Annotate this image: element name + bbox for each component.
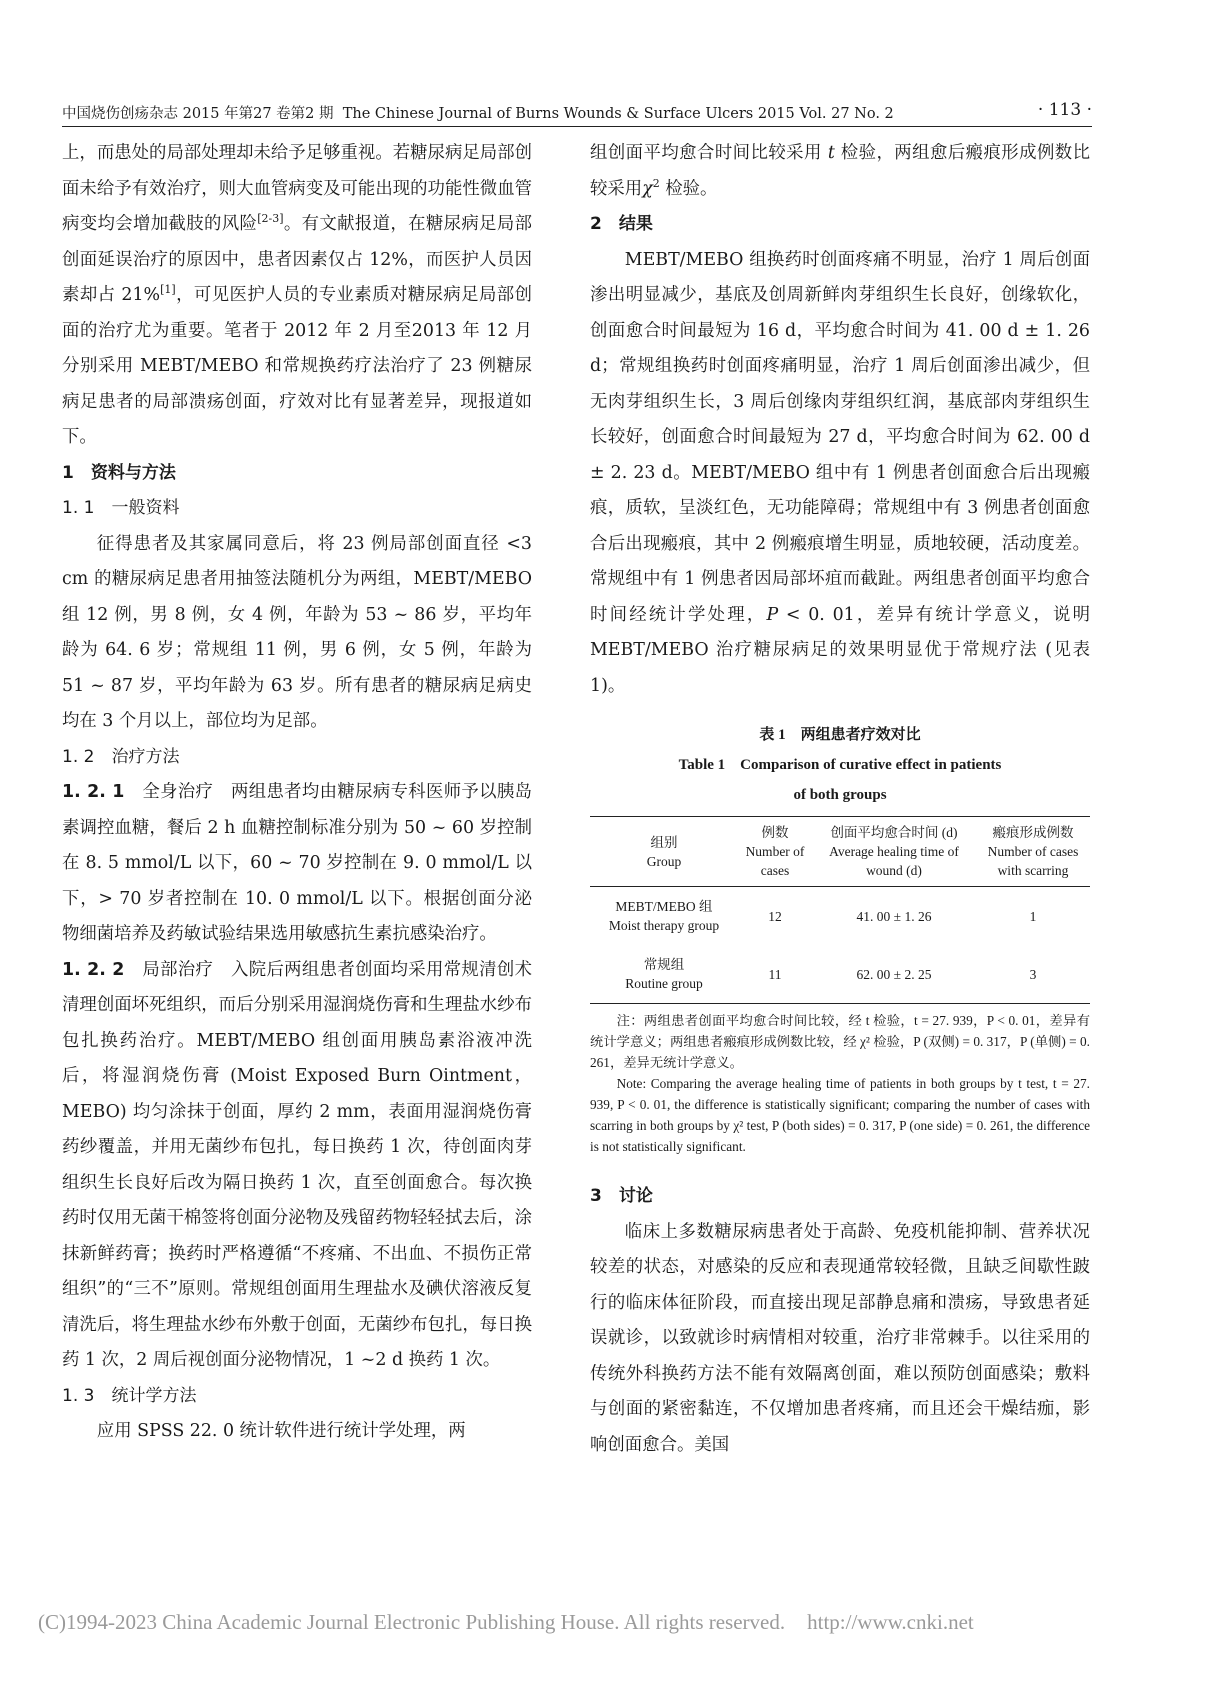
header-healing-en: Average healing time of wound (d) <box>829 844 959 878</box>
cell-group <box>590 887 738 946</box>
header-scarring <box>976 817 1090 887</box>
cell-cases: 12 <box>768 908 782 924</box>
cell-healing-time: 41. 00 ± 1. 26 <box>856 908 932 924</box>
group-cn: 常规组 <box>643 957 685 972</box>
table-caption-en-2: of both groups <box>793 787 887 803</box>
section-1-1-heading: 1. 1 一般资料 <box>62 498 180 518</box>
left-column <box>62 136 532 1450</box>
paragraph-statistics-cont <box>590 136 1090 207</box>
stat-text-2: 检验，两组愈后瘢痕形成例数比较采用 <box>590 143 1091 199</box>
section-1-2-1-number: 1. 2. 1 <box>62 782 125 802</box>
stat-text-1: 组创面平均愈合时间比较采用 <box>590 143 828 163</box>
header-scarring-en: Number of cases with scarring <box>987 844 1079 878</box>
t-symbol: t <box>827 143 835 163</box>
reference-2-3: [2-3] <box>257 212 284 226</box>
section-1-2-2-number: 1. 2. 2 <box>62 959 125 980</box>
section-1-heading: 1 资料与方法 <box>62 462 176 483</box>
table-caption-en-1: Table 1 Comparison of curative effect in patients <box>678 757 1002 773</box>
paragraph-intro <box>62 136 532 456</box>
section-2-heading: 2 结果 <box>590 214 653 234</box>
p-symbol: P <box>766 604 779 625</box>
header-cases-en: Number of cases <box>745 844 805 878</box>
systemic-treatment-text: 两组患者均由糖尿病专科医师予以胰岛素调控血糖，餐后 2 h 血糖控制标准分别为 50 ~ 60 岁控制在 8. 5 mmol/L 以下，60 ~ 70 岁控制在 9. 0 mmol/L 以下，> 70 岁者控制在 10. 0 mmol/L 以下。根据创面分泌物细菌培养及药敏试验结果选用敏感抗生素抗感染治疗。 <box>62 782 532 944</box>
group-en: Moist therapy group <box>608 918 720 933</box>
cell-scarring: 1 <box>1029 908 1037 924</box>
page-number: · 113 · <box>1037 100 1092 120</box>
right-column <box>590 136 1090 1463</box>
paragraph-systemic-treatment <box>62 775 532 953</box>
intro-text-1: 上，而患处的局部处理却未给予足够重视。若糖尿病足局部创面未给予有效治疗，则大血管病变及可能出现的功能性微血管病变均会增加截肢的风险 <box>62 143 532 234</box>
table-caption-cn: 表 1 两组患者疗效对比 <box>759 727 921 743</box>
section-3-heading: 3 讨论 <box>590 1186 653 1206</box>
results-text: MEBT/MEBO 组换药时创面疼痛不明显，治疗 1 周后创面渗出明显减少，基底及创周新鲜肉芽组织生长良好，创缘软化，创面愈合时间最短为 16 d，平均愈合时间为 41. 00 d ± 1. 26 d；常规组换药时创面疼痛明显，治疗 1 周后创面渗出减少，但无肉芽组织生长，3 周后创缘肉芽组织红润，基底部肉芽组织生长较好，创面愈合时间最短为 27 d，平均愈合时间为 62. 00 d ± 2. 23 d。MEBT/MEBO 组中有 1 例患者创面愈合后出现瘢痕，质软，呈淡红色，无功能障碍；常规组中有 3 例患者创面愈合后出现瘢痕，其中 2 例瘢痕增生明显，质地较硬，活动度差。常规组中有 1 例患者因局部坏疽而截趾。两组患者创面平均愈合时间经统计学处理， <box>590 249 1090 625</box>
journal-citation <box>62 102 894 123</box>
intro-text-3: ，可见医护人员的专业素质对糖尿病足局部创面的治疗尤为重要。笔者于 2012 年 2 月至2013 年 12 月分别采用 MEBT/MEBO 和常规换药疗法治疗了 23 例糖尿病足患者的局部溃疡创面，疗效对比有显著差异，现报道如下。 <box>62 285 532 447</box>
chi-symbol: χ <box>642 178 653 199</box>
header-group-en: Group <box>646 853 682 869</box>
copyright-footer <box>38 1610 1188 1635</box>
header-cases <box>738 817 812 887</box>
section-1-2-1-title: 全身治疗 <box>124 782 214 802</box>
paragraph-local-treatment <box>62 953 532 1379</box>
group-en: Routine group <box>625 976 703 991</box>
header-healing-cn: 创面平均愈合时间 (d) <box>830 825 958 840</box>
section-1-2-2-title: 局部治疗 <box>124 959 214 980</box>
chi-superscript: 2 <box>652 176 660 190</box>
table-header-row <box>590 817 1090 887</box>
header-cases-cn: 例数 <box>761 825 789 840</box>
paragraph-results <box>590 243 1090 705</box>
header-scarring-cn: 瘢痕形成例数 <box>992 825 1074 840</box>
cell-cases: 11 <box>738 945 812 1004</box>
table-note <box>590 1010 1090 1157</box>
results-text-end: < 0. 01，差异有统计学意义，说明 MEBT/MEBO 治疗糖尿病足的效果明显优于常规疗法 (见表 1)。 <box>590 604 1090 696</box>
header-group <box>590 817 738 887</box>
journal-name-cn: 中国烧伤创疡杂志 2015 年第27 卷第2 期 <box>62 106 334 122</box>
journal-name-en: The Chinese Journal of Burns Wounds & Surface Ulcers 2015 Vol. 27 No. 2 <box>342 106 894 122</box>
cell-group <box>590 945 738 1004</box>
table-row <box>590 887 1090 946</box>
paragraph-general-data: 征得患者及其家属同意后，将 23 例局部创面直径 <3 cm 的糖尿病足患者用抽签法随机分为两组，MEBT/MEBO 组 12 例，男 8 例，女 4 例，年龄为 53 ~ 86 岁，平均年龄为 64. 6 岁；常规组 11 例，男 6 例，女 5 例，年龄为 51 ~ 87 岁，平均年龄为 63 岁。所有患者的糖尿病足病史均在 3 个月以上，部位均为足部。 <box>62 533 532 731</box>
reference-1: [1] <box>160 283 176 297</box>
section-1-3-heading: 1. 3 统计学方法 <box>62 1385 197 1406</box>
copyright-text: (C)1994-2023 China Academic Journal Electronic Publishing House. All rights reserved. <box>38 1610 786 1634</box>
running-header <box>62 100 1092 127</box>
header-healing-time <box>812 817 976 887</box>
table-note-en: Note: Comparing the average healing time of patients in both groups by t test, t = 27. 939, P < 0. 01, the difference is statistically significant; comparing the number of cases with scarring in both groups by χ² test, P (both sides) = 0. 317, P (one side) = 0. 261, the difference is not statistically significant. <box>590 1076 1090 1154</box>
comparison-table <box>590 816 1090 1004</box>
table-row <box>590 945 1090 1004</box>
cnki-url: http://www.cnki.net <box>807 1610 974 1634</box>
paragraph-discussion: 临床上多数糖尿病患者处于高龄、免疫机能抑制、营养状况较差的状态，对感染的反应和表现通常较轻微，且缺乏间歇性跛行的临床体征阶段，而直接出现足部静息痛和溃疡，导致患者延误就诊，以致就诊时病情相对较重，治疗非常棘手。以往采用的传统外科换药方法不能有效隔离创面，难以预防创面感染；敷料与创面的紧密黏连，不仅增加患者疼痛，而且还会干燥结痂，影响创面愈合。美国 <box>590 1221 1090 1455</box>
cell-scarring: 3 <box>976 945 1090 1004</box>
group-cn: MEBT/MEBO 组 <box>615 899 713 914</box>
stat-text-3: 检验。 <box>659 178 718 199</box>
local-treatment-text: 入院后两组患者创面均采用常规清创术清理创面坏死组织，而后分别采用湿润烧伤膏和生理盐水纱布包扎换药治疗。MEBT/MEBO 组创面用胰岛素浴液冲洗后，将湿润烧伤膏 (Moist Exposed Burn Ointment，MEBO) 均匀涂抹于创面，厚约 2 mm，表面用湿润烧伤膏药纱覆盖，并用无菌纱布包扎，每日换药 1 次，待创面肉芽组织生长良好后改为隔日换药 1 次，直至创面愈合。每次换药时仅用无菌干棉签将创面分泌物及残留药物轻轻拭去后，涂抹新鲜药膏；换药时严格遵循“不疼痛、不出血、不损伤正常组织”的“三不”原则。常规组创面用生理盐水及碘伏溶液反复清洗后，将生理盐水纱布外敷于创面，无菌纱布包扎，每日换药 1 次，2 周后视创面分泌物情况，1 ~2 d 换药 1 次。 <box>62 959 532 1370</box>
paragraph-statistics: 应用 SPSS 22. 0 统计软件进行统计学处理，两 <box>96 1421 466 1441</box>
cell-healing-time: 62. 00 ± 2. 25 <box>812 945 976 1004</box>
header-group-cn: 组别 <box>650 834 678 850</box>
intro-text-2: 。有文献报道，在糖尿病足局部创面延误治疗的原因中，患者因素仅占 12%，而医护人员因素却占 21% <box>62 214 532 305</box>
table-note-cn: 注：两组患者创面平均愈合时间比较，经 t 检验，t = 27. 939，P < 0. 01，差异有统计学意义；两组患者瘢痕形成例数比较，经 χ² 检验，P (双侧) = 0. 317，P (单侧) = 0. 261，差异无统计学意义。 <box>590 1013 1090 1070</box>
section-1-2-heading: 1. 2 治疗方法 <box>62 746 180 767</box>
